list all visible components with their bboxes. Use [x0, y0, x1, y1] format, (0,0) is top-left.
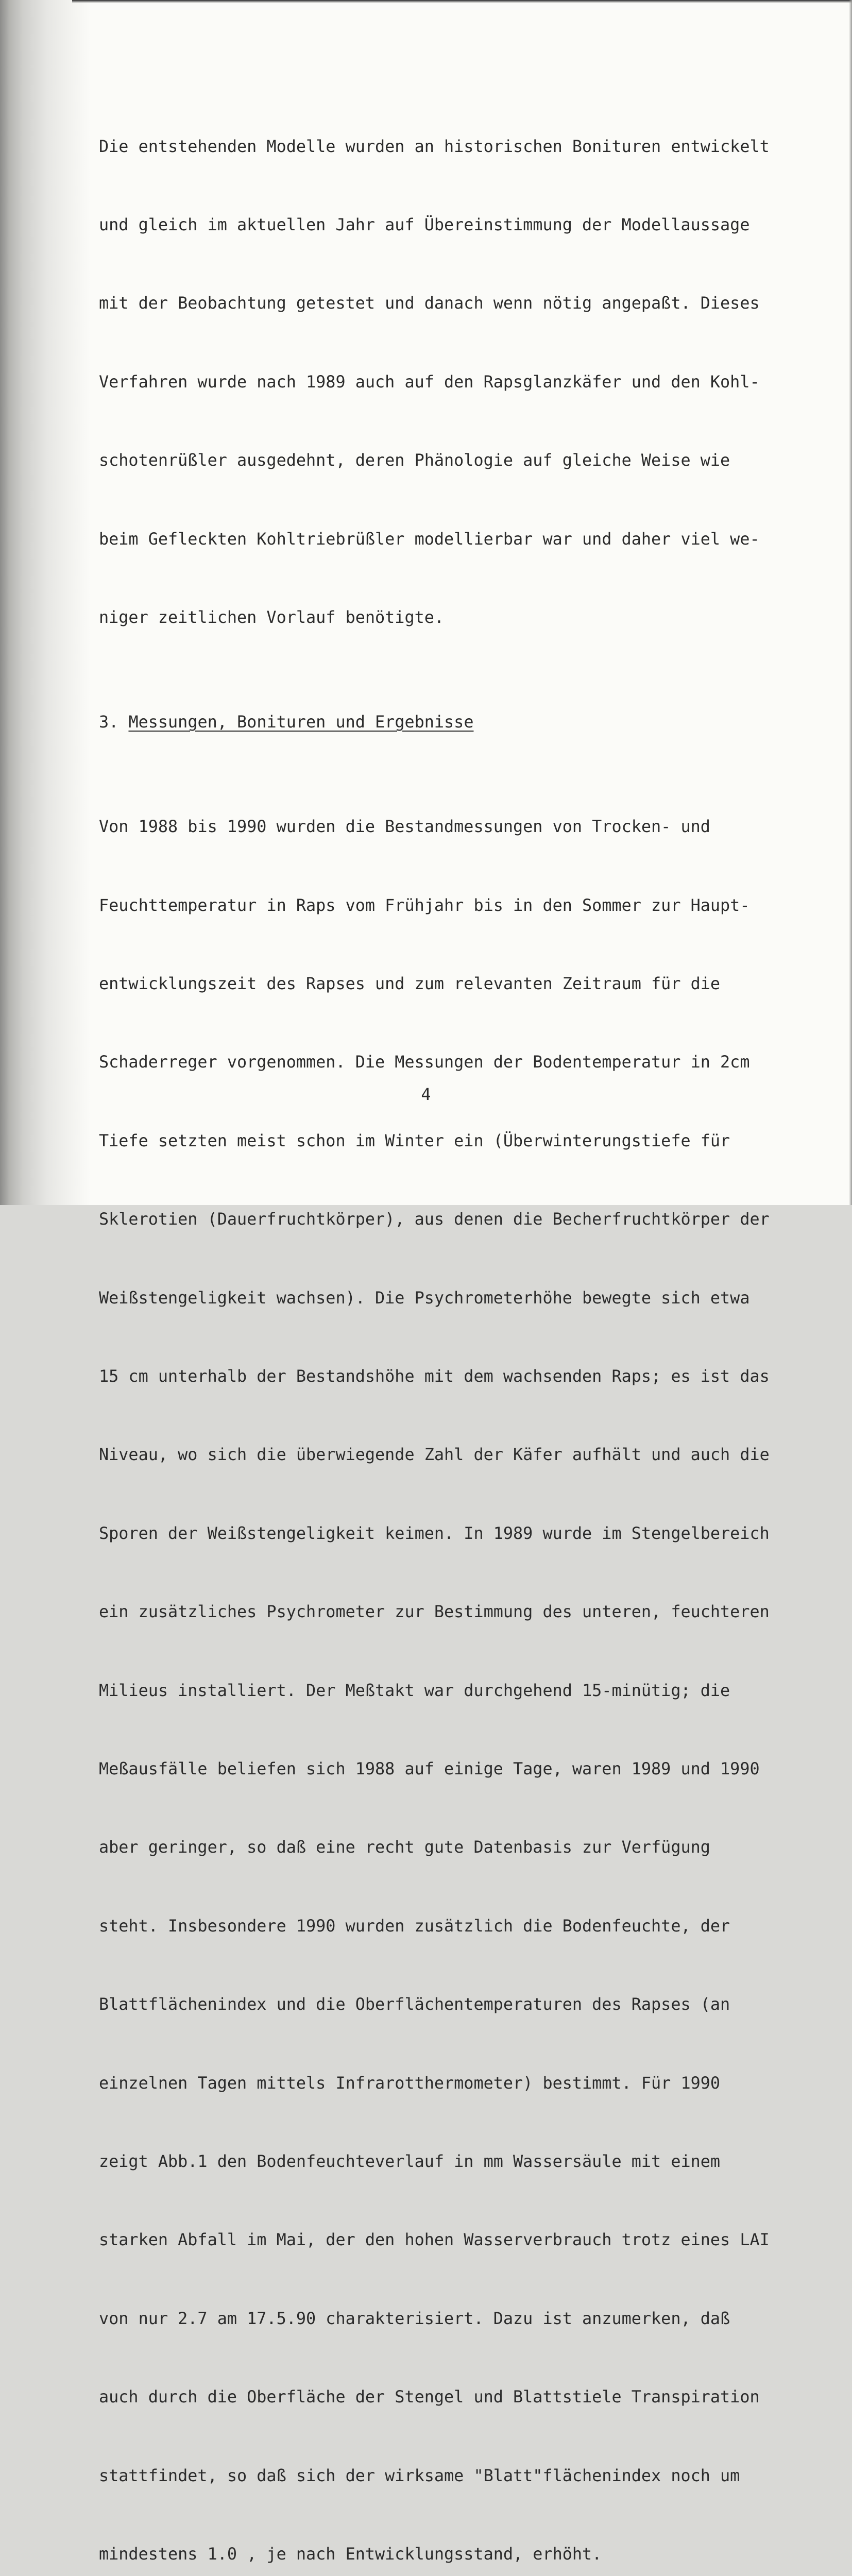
text-line: schotenrüßler ausgedehnt, deren Phänologie auf gleiche Weise wie [99, 451, 730, 470]
text-line: stattfindet, so daß sich der wirksame "Blatt"flächenindex noch um [99, 2466, 740, 2485]
text-line: Tiefe setzten meist schon im Winter ein (Überwinterungstiefe für [99, 1131, 730, 1150]
text-line: und gleich im aktuellen Jahr auf Übereinstimmung der Modellaussage [99, 215, 750, 234]
paragraph-measurements [99, 762, 820, 2576]
text-line: Feuchttemperatur in Raps vom Frühjahr bis in den Sommer zur Haupt- [99, 895, 750, 915]
text-line: beim Gefleckten Kohltriebrüßler modellierbar war und daher viel we- [99, 529, 760, 549]
text-line: aber geringer, so daß eine recht gute Datenbasis zur Verfügung [99, 1838, 710, 1857]
text-line: Sklerotien (Dauerfruchtkörper), aus denen die Becherfruchtkörper der [99, 1210, 770, 1229]
paragraph-model-development [99, 81, 820, 683]
scan-gutter-shadow [0, 0, 90, 1205]
scan-top-edge [72, 0, 852, 3]
section-number: 3. [99, 713, 119, 732]
paragraph-gap [99, 683, 820, 709]
text-line: einzelnen Tagen mittels Infrarotthermometer) bestimmt. Für 1990 [99, 2073, 721, 2093]
text-line: 15 cm unterhalb der Bestandshöhe mit dem wachsenden Raps; es ist das [99, 1367, 770, 1386]
text-line: Niveau, wo sich die überwiegende Zahl der Käfer aufhält und auch die [99, 1445, 770, 1465]
text-line: starken Abfall im Mai, der den hohen Wasserverbrauch trotz eines LAI [99, 2230, 770, 2250]
text-line: Sporen der Weißstengeligkeit keimen. In 1989 wurde im Stengelbereich [99, 1523, 770, 1543]
section-title: Messungen, Bonituren und Ergebnisse [128, 713, 474, 732]
text-line: mit der Beobachtung getestet und danach wenn nötig angepaßt. Dieses [99, 294, 760, 313]
text-line: Die entstehenden Modelle wurden an historischen Bonituren entwickelt [99, 137, 770, 156]
text-line: Verfahren wurde nach 1989 auch auf den Rapsglanzkäfer und den Kohl- [99, 372, 760, 392]
text-line: Schaderreger vorgenommen. Die Messungen der Bodentemperatur in 2cm [99, 1053, 750, 1072]
paragraph-gap [99, 736, 820, 762]
text-line: auch durch die Oberfläche der Stengel und Blattstiele Transpiration [99, 2387, 760, 2407]
text-line: von nur 2.7 am 17.5.90 charakterisiert. Dazu ist anzumerken, daß [99, 2309, 730, 2328]
text-line: Milieus installiert. Der Meßtakt war durchgehend 15-minütig; die [99, 1681, 730, 1700]
text-line: entwicklungszeit des Rapses und zum relevanten Zeitraum für die [99, 974, 721, 994]
text-line: Blattflächenindex und die Oberflächentemperaturen des Rapses (an [99, 1995, 730, 2014]
body-text [99, 81, 820, 2576]
section-heading [99, 709, 820, 736]
page-number: 4 [421, 1085, 431, 1104]
text-line: ein zusätzliches Psychrometer zur Bestimmung des unteren, feuchteren [99, 1602, 770, 1622]
text-line: Weißstengeligkeit wachsen). Die Psychrometerhöhe bewegte sich etwa [99, 1288, 750, 1308]
text-line: Meßausfälle beliefen sich 1988 auf einige Tage, waren 1989 und 1990 [99, 1759, 760, 1778]
text-line: Von 1988 bis 1990 wurden die Bestandmessungen von Trocken- und [99, 817, 710, 837]
text-line: zeigt Abb.1 den Bodenfeuchteverlauf in mm Wassersäule mit einem [99, 2151, 721, 2171]
text-line: niger zeitlichen Vorlauf benötigte. [99, 607, 445, 627]
scan-right-edge [849, 0, 852, 1205]
text-line: mindestens 1.0 , je nach Entwicklungsstand, erhöht. [99, 2544, 602, 2564]
text-line: steht. Insbesondere 1990 wurden zusätzlich die Bodenfeuchte, der [99, 1916, 730, 1936]
